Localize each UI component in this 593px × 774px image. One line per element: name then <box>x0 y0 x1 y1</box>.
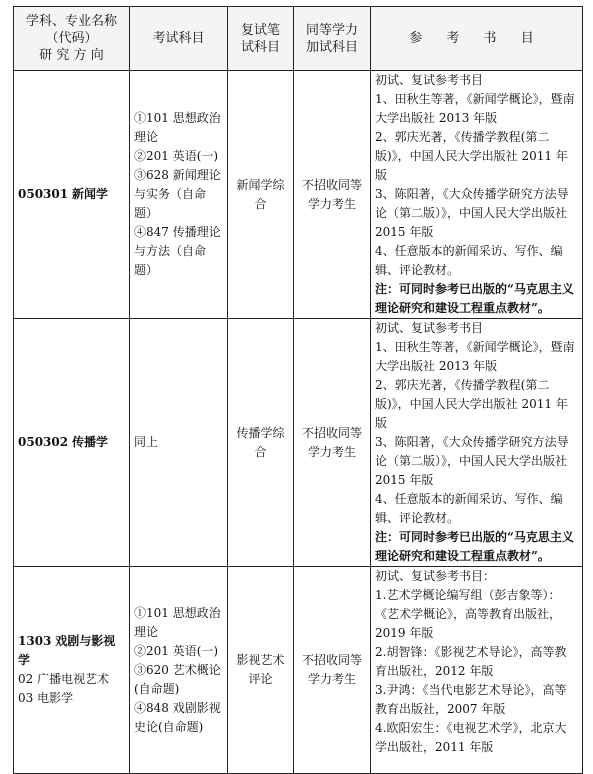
major-name: 传播学 <box>71 435 108 449</box>
exam-subject: ②201 英语(一) <box>134 643 219 658</box>
exam-subject: ④847 传播理论与方法（自命题） <box>134 225 221 277</box>
exam-cell <box>130 71 228 319</box>
exam-subject: ①101 思想政治理论 <box>134 605 221 639</box>
header-row <box>14 7 583 71</box>
reference-item: 3、陈阳著，《大众传播学研究方法导论（第二版）》，中国人民大学出版社 2015 年版 <box>375 435 569 487</box>
reference-item: 初试、复试参考书目 <box>375 321 484 335</box>
exam-cell <box>130 319 228 567</box>
header-exam: 考试科目 <box>130 7 228 71</box>
header-ref: 参 考 书 目 <box>371 7 583 71</box>
major-code: 050302 <box>18 435 69 449</box>
research-direction: 02 广播电视艺术 <box>18 672 110 686</box>
research-direction: 03 电影学 <box>18 691 74 705</box>
table-row <box>14 319 583 567</box>
reference-cell <box>371 567 583 774</box>
major-code: 050301 <box>18 187 69 201</box>
header-major <box>14 7 130 71</box>
reference-cell <box>371 319 583 567</box>
exam-cell <box>130 567 228 774</box>
admission-table <box>13 6 583 774</box>
major-title <box>18 185 125 204</box>
reference-item: 1、田秋生等著，《新闻学概论》，暨南大学出版社 2013 年版 <box>375 92 575 125</box>
major-title <box>18 433 125 452</box>
header-retest-line: 复试笔 <box>240 22 280 38</box>
reference-item: 3、陈阳著，《大众传播学研究方法导论（第二版）》，中国人民大学出版社 2015 年版 <box>375 187 569 239</box>
header-retest-line: 试科目 <box>240 39 280 55</box>
exam-subject: ②201 英语(一) <box>134 149 219 163</box>
extra-cell: 不招收同等学力考生 <box>294 319 371 567</box>
retest-cell: 影视艺术评论 <box>228 567 294 774</box>
reference-note: 注：可同时参考已出版的“马克思主义理论研究和建设工程重点教材”。 <box>375 282 574 315</box>
reference-item: 4、任意版本的新闻采访、写作、编辑、评论教材。 <box>375 492 563 525</box>
major-cell <box>14 71 130 319</box>
reference-item: 2、郭庆光著，《传播学教程(第二版)》，中国人民大学出版社 2011 年版 <box>375 378 568 430</box>
major-title <box>18 632 125 670</box>
reference-item: 初试、复试参考书目： <box>375 569 496 583</box>
reference-item: 2、郭庆光著，《传播学教程(第二版)》，中国人民大学出版社 2011 年版 <box>375 130 568 182</box>
extra-cell: 不招收同等学力考生 <box>294 567 371 774</box>
header-extra-line: 同等学力 <box>305 22 358 38</box>
exam-subject: ③628 新闻理论与实务（自命题） <box>134 168 221 220</box>
extra-cell: 不招收同等学力考生 <box>294 71 371 319</box>
header-major-line: （代码） <box>45 31 98 46</box>
reference-note: 注：可同时参考已出版的“马克思主义理论研究和建设工程重点教材”。 <box>375 530 574 563</box>
major-cell <box>14 319 130 567</box>
reference-item: 2.胡智锋：《影视艺术导论》，高等教育出版社，2012 年版 <box>375 645 567 678</box>
header-retest <box>228 7 294 71</box>
reference-item: 初试、复试参考书目 <box>375 73 484 87</box>
exam-subject: ③620 艺术概论(自命题) <box>134 662 221 696</box>
major-name: 戏剧与影视学 <box>18 634 116 667</box>
reference-item: 1.艺术学概论编写组（彭吉象等）：《艺术学概论》，高等教育出版社，2019 年版 <box>375 588 562 640</box>
reference-item: 4、任意版本的新闻采访、写作、编辑、评论教材。 <box>375 244 563 277</box>
reference-cell <box>371 71 583 319</box>
exam-subject: ④848 戏剧影视史论(自命题) <box>134 700 221 734</box>
major-code: 1303 <box>18 634 52 648</box>
exam-subject: ①101 思想政治理论 <box>134 111 221 144</box>
retest-cell: 传播学综合 <box>228 319 294 567</box>
exam-subject: 同上 <box>134 435 159 449</box>
header-major-line: 学科、专业名称 <box>25 14 117 29</box>
retest-cell: 新闻学综合 <box>228 71 294 319</box>
reference-item: 1、田秋生等著，《新闻学概论》，暨南大学出版社 2013 年版 <box>375 340 575 373</box>
reference-item: 4.欧阳宏生：《电视艺术学》，北京大学出版社，2011 年版 <box>375 721 567 754</box>
reference-item: 3.尹鸿：《当代电影艺术导论》，高等教育出版社，2007 年版 <box>375 683 567 716</box>
table-row <box>14 71 583 319</box>
header-major-line: 研 究 方 向 <box>39 48 104 63</box>
major-cell <box>14 567 130 774</box>
header-extra <box>294 7 371 71</box>
major-name: 新闻学 <box>71 187 108 201</box>
header-extra-line: 加试科目 <box>305 39 358 55</box>
table-row <box>14 567 583 774</box>
